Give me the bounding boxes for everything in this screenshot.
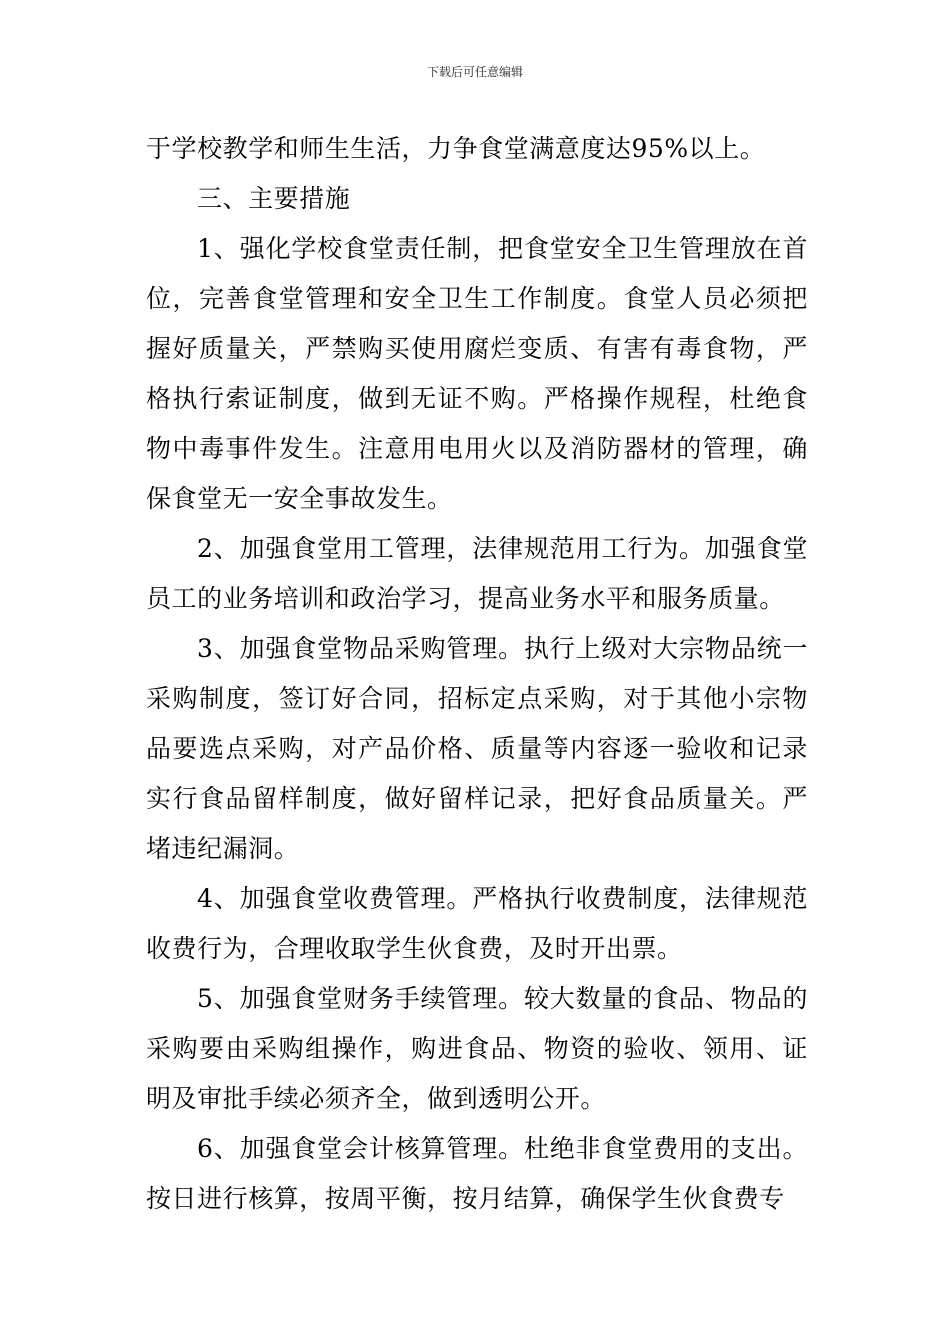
paragraph-measure-1: 1、强化学校食堂责任制，把食堂安全卫生管理放在首位，完善食堂管理和安全卫生工作制度。食堂人员必须把握好质量关，严禁购买使用腐烂变质、有害有毒食物，严格执行索证制度，做到无证不购。严格操作规程，杜绝食物中毒事件发生。注意用电用火以及消防器材的管理，确保食堂无一安全事故发生。 — [146, 234, 808, 513]
paragraph-measure-4: 4、加强食堂收费管理。严格执行收费制度，法律规范收费行为，合理收取学生伙食费，及时开出票。 — [146, 884, 808, 963]
paragraph-measure-3: 3、加强食堂物品采购管理。执行上级对大宗物品统一采购制度，签订好合同，招标定点采购，对于其他小宗物品要选点采购，对产品价格、质量等内容逐一验收和记录实行食品留样制度，做好留样记录，把好食品质量关。严堵违纪漏洞。 — [146, 634, 808, 863]
paragraph-continuation: 于学校教学和师生生活，力争食堂满意度达95%以上。 — [146, 134, 766, 163]
paragraph-measure-2: 2、加强食堂用工管理，法律规范用工行为。加强食堂员工的业务培训和政治学习，提高业务水平和服务质量。 — [146, 534, 808, 613]
paragraph-measure-6: 6、加强食堂会计核算管理。杜绝非食堂费用的支出。按日进行核算，按周平衡，按月结算，确保学生伙食费专 — [146, 1134, 808, 1213]
page-header-note: 下载后可任意编辑 — [426, 65, 523, 79]
section-heading: 三、主要措施 — [197, 184, 351, 213]
document-body — [146, 124, 808, 1224]
paragraph-measure-5: 5、加强食堂财务手续管理。较大数量的食品、物品的采购要由采购组操作，购进食品、物资的验收、领用、证明及审批手续必须齐全，做到透明公开。 — [146, 984, 808, 1113]
